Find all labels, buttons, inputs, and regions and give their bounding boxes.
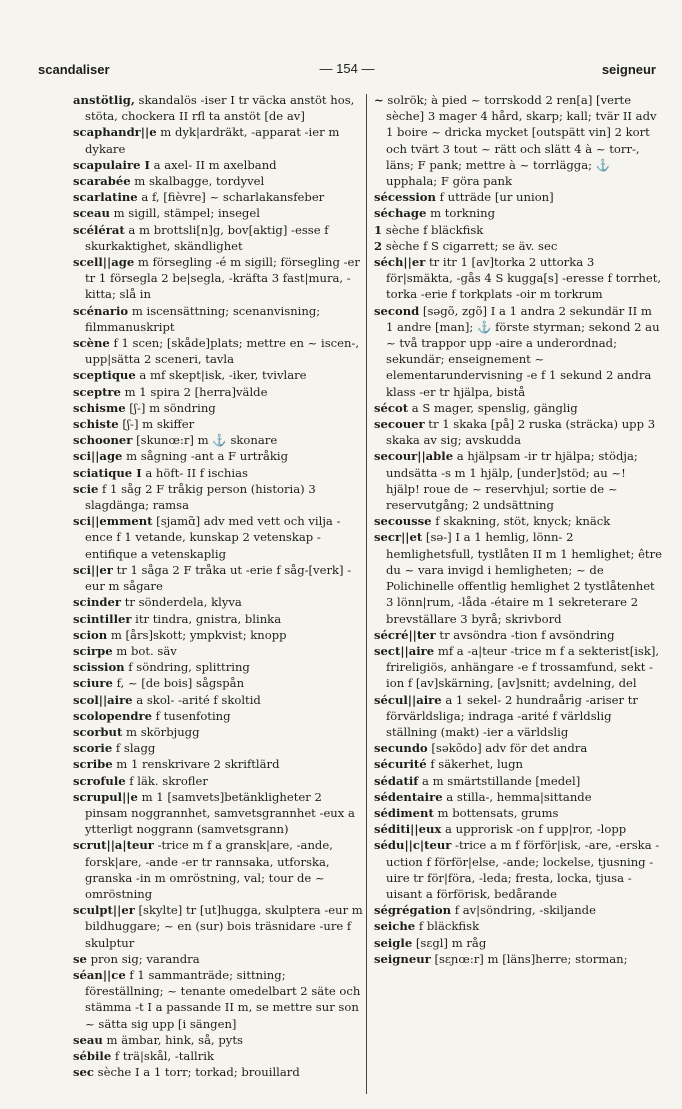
- dictionary-entry: schisme [ʃ-] m söndring: [73, 400, 216, 415]
- dictionary-entry: secousse f skakning, stöt, knyck; knäck: [374, 514, 611, 529]
- dictionary-entry: scrofule f läk. skrofler: [73, 773, 208, 788]
- dictionary-entry: sédentaire a stilla-, hemma|sittande: [374, 789, 592, 804]
- dictionary-entry: sceau m sigill, stämpel; insegel: [73, 206, 260, 221]
- dictionary-entry: scirpe m bot. säv: [73, 643, 177, 658]
- dictionary-entry: sébile f trä|skål, -tallrik: [73, 1048, 215, 1063]
- dictionary-entry: scélérat a m brottsli[n]g, bov[aktig] -esse f skurkaktighet, skändlighet: [73, 222, 329, 253]
- dictionary-entry: scolopendre f tusenfoting: [73, 708, 231, 723]
- dictionary-entry: seau m ämbar, hink, så, pyts: [73, 1032, 243, 1047]
- dictionary-entry: seigneur [sɛɲœ:r] m [läns]herre; storman;: [374, 951, 628, 966]
- right-column: [374, 92, 662, 1097]
- dictionary-entry: ~ solrök; à pied ~ torrskodd 2 ren[a] [verte sèche] 3 mager 4 hård, skarp; kall; tvär II adv 1 boire ~ dricka mycket [outspätt vin] 2 kort och tvärt 3 tout ~ rätt och slätt 4 à ~ torr-, läns; F pank; mettre à ~ torrlägga; ⚓ upphala; F göra pank: [374, 93, 657, 189]
- dictionary-entry: sédatif a m smärtstillande [medel]: [374, 773, 581, 788]
- dictionary-entry: scission f söndring, splittring: [73, 660, 250, 675]
- dictionary-entry: sciatique I a höft- II f ischias: [73, 465, 248, 480]
- dictionary-entry: sédiment m bottensats, grums: [374, 805, 559, 820]
- dictionary-entry: sculpt||er [skylte] tr [ut]hugga, skulptera -eur m bildhuggare; ~ en (sur) bois träsnidare -ure f skulptur: [73, 903, 363, 950]
- dictionary-entry: anstötlig, skandalös -iser I tr väcka anstöt hos, stöta, chockera II rfl ta anstöt [de av]: [73, 93, 355, 124]
- dictionary-entry: scrut||a|teur -trice m f a gransk|are, -ande, forsk|are, -ande -er tr rannsaka, utforska, granska -in m omröstning, val; tour de ~ omröstning: [73, 838, 333, 901]
- dictionary-entry: scène f 1 scen; [skåde]plats; mettre en ~ iscen-, upp|sätta 2 sceneri, tavla: [73, 336, 360, 367]
- dictionary-entry: scarabée m skalbagge, tordyvel: [73, 174, 265, 189]
- dictionary-entry: séchage m torkning: [374, 206, 496, 221]
- dictionary-entry: sécurité f säkerhet, lugn: [374, 757, 524, 772]
- dictionary-entry: scol||aire a skol- -arité f skoltid: [73, 692, 261, 707]
- dictionary-entry: 1 sèche f bläckfisk: [374, 222, 484, 237]
- dictionary-entry: scrupul||e m 1 [samvets]betänkligheter 2 pinsam noggrannhet, samvetsgrannhet -eux a ytterligt noggrann (samvetsgrann): [73, 789, 355, 837]
- page-header: [38, 58, 656, 82]
- dictionary-entry: séch||er tr itr 1 [av]torka 2 uttorka 3 för|smäkta, -gås 4 S kugga[s] -eresse f torrhet, torka -erie f torkplats -oir m torkrum: [374, 255, 662, 302]
- dictionary-entry: sciure f, ~ [de bois] sågspån: [73, 676, 245, 691]
- dictionary-entry: schiste [ʃ-] m skiffer: [73, 417, 195, 432]
- dictionary-entry: seiche f bläckfisk: [374, 919, 480, 934]
- left-column: [73, 92, 363, 1097]
- dictionary-entry: scintiller itr tindra, gnistra, blinka: [73, 611, 282, 626]
- dictionary-entry: seigle [sɛgl] m råg: [374, 935, 487, 950]
- dictionary-entry: secundo [səkõdo] adv för det andra: [374, 741, 588, 756]
- dictionary-entry: 2 sèche f S cigarrett; se äv. sec: [374, 238, 558, 253]
- dictionary-entry: séditi||eux a upprorisk -on f upp|ror, -lopp: [374, 822, 627, 837]
- dictionary-entry: sédu||c|teur -trice a m f förför|isk, -are, -erska -uction f förför|else, -ande; lockelse, tjusning -uire tr för|föra, -leda; fresta, locka, tjusa -uisant a förförisk, bedårande: [374, 838, 660, 901]
- dictionary-entry: secr||et [sə-] I a 1 hemlig, lönn- 2 hemlighetsfull, tystlåten II m 1 hemlighet; être du ~ vara invigd i hemligheten; ~ de Polichinelle offentlig hemlighet 2 tystlåtenhet 3 lönn|rum, -låda -étaire m 1 sekreterare 2 brevställare 3 byrå; skrivbord: [374, 530, 662, 626]
- dictionary-entry: scribe m 1 renskrivare 2 skriftlärd: [73, 757, 280, 772]
- dictionary-entry: sect||aire mf a -a|teur -trice m f a sekterist[isk], frireligiös, anhängare -e f trossamfund, sekt -ion f [av]skärning, [av]snitt; avdelning, del: [374, 643, 660, 691]
- dictionary-entry: sécré||ter tr avsöndra -tion f avsöndring: [374, 627, 615, 642]
- dictionary-entry: sceptique a mf skept|isk, -iker, tvivlare: [73, 368, 307, 383]
- dictionary-entry: schooner [skunœ:r] m ⚓ skonare: [73, 433, 278, 448]
- dictionary-entry: scaphandr||e m dyk|ardräkt, -apparat -ier m dykare: [73, 125, 340, 156]
- dictionary-entry: sci||emment [sjamɑ̃] adv med vett och vilja -ence f 1 vetande, kunskap 2 vetenskap -entifique a vetenskaplig: [73, 514, 341, 561]
- dictionary-entry: scorie f slagg: [73, 741, 156, 756]
- dictionary-entry: second [səgõ, zgõ] I a 1 andra 2 sekundär II m 1 andre [man]; ⚓ förste styrman; sekond 2 au ~ två trappor upp -aire a underordnad; sekundär; enseignement ~ elementarundervisning -e f 1 sekund 2 andra klass -er tr hjälpa, bistå: [374, 303, 660, 399]
- header-last-word: seigneur: [601, 62, 656, 77]
- dictionary-entry: secouer tr 1 skaka [på] 2 ruska (sträcka) upp 3 skaka av sig; avskudda: [374, 417, 656, 448]
- dictionary-entry: sécot a S mager, spenslig, gänglig: [374, 400, 578, 415]
- dictionary-entry: sci||er tr 1 såga 2 F tråka ut -erie f såg-[verk] -eur m sågare: [73, 562, 352, 594]
- dictionary-entry: scie f 1 såg 2 F tråkig person (historia) 3 slagdänga; ramsa: [73, 481, 316, 513]
- dictionary-entry: scapulaire I a axel- II m axelband: [73, 157, 277, 172]
- column-divider: [366, 94, 367, 1094]
- dictionary-entry: sécession f utträde [ur union]: [374, 190, 554, 205]
- dictionary-entry: se pron sig; varandra: [73, 951, 200, 966]
- dictionary-entry: ségrégation f av|söndring, -skiljande: [374, 903, 596, 918]
- dictionary-entry: sec sèche I a 1 torr; torkad; brouillard: [73, 1065, 300, 1080]
- header-first-word: scandaliser: [38, 62, 110, 77]
- dictionary-entry: scion m [års]skott; ympkvist; knopp: [73, 627, 287, 642]
- dictionary-entry: scell||age m försegling -é m sigill; försegling -er tr 1 försegla 2 be|segla, -kräfta 3 fast|mura, -kitta; slå in: [73, 255, 360, 302]
- dictionary-entry: sécul||aire a 1 sekel- 2 hundraårig -ariser tr förvärldsliga; indraga -arité f världslig ställning (makt) -ier a världslig: [374, 692, 638, 739]
- page-number: — 154 —: [319, 61, 375, 76]
- dictionary-entry: sci||age m sågning -ant a F urtråkig: [73, 449, 289, 464]
- dictionary-entry: scorbut m skörbjugg: [73, 724, 200, 739]
- dictionary-entry: scarlatine a f, [fièvre] ~ scharlakansfeber: [73, 190, 325, 205]
- dictionary-entry: secour||able a hjälpsam -ir tr hjälpa; stödja; undsätta -s m 1 hjälp, [under]stöd; au ~! hjälp! roue de ~ reservhjul; sortie de ~ reservutgång; 2 undsättning: [374, 449, 638, 513]
- dictionary-entry: sceptre m 1 spira 2 [herra]välde: [73, 384, 268, 399]
- dictionary-entry: scénario m iscensättning; scenanvisning; filmmanuskript: [73, 303, 321, 334]
- dictionary-entry: scinder tr sönderdela, klyva: [73, 595, 242, 610]
- dictionary-entry: séan||ce f 1 sammanträde; sittning; föreställning; ~ tenante omedelbart 2 säte och stämma -t I a passande II m, se mettre sur son ~ sätta sig upp [i sängen]: [73, 967, 361, 1031]
